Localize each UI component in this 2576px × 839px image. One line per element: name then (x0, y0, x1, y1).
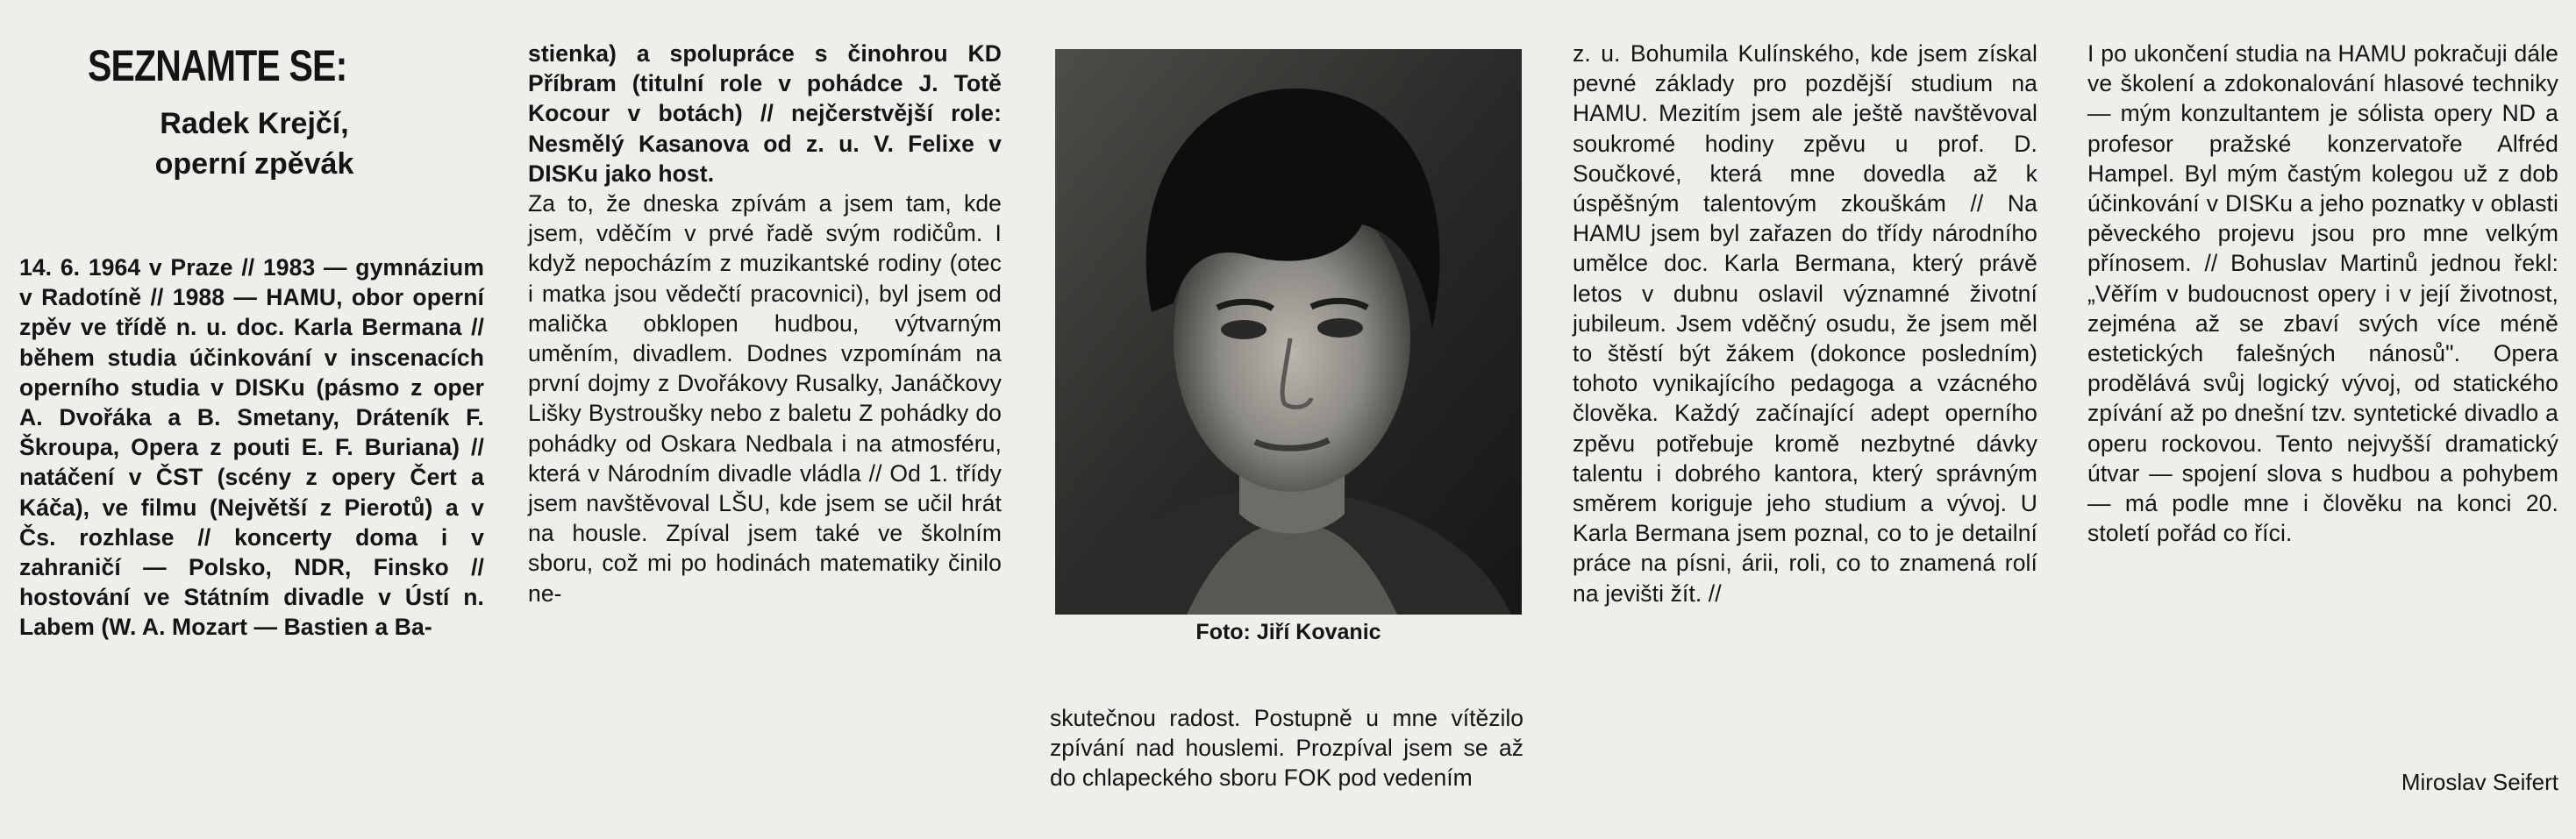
column-1-biography (19, 252, 484, 643)
portrait-photo (1055, 49, 1522, 615)
subtitle (70, 103, 439, 184)
interview-text-1: Za to, že dneska zpívám a jsem tam, kde jsem, vděčím v prvé řadě svým rodičům. I když nepocházím z muzikantské rodiny (otec i matka jsou vědečtí pracovnici), byl jsem od malička obklopen hudbou, výtvarným uměním, divadlem. Dodnes vzpomínám na první dojmy z Dvořákovy Rusalky, Janáčkovy Lišky Bystroušky nebo z baletu Z pohádky do pohádky od Oskara Nedbala i na atmosféru, která v Národním divadle vládla // Od 1. třídy jsem navštěvoval LŠU, kde jsem se učil hrát na housle. Zpíval jsem také ve školním sboru, což mi po hodinách matematiky činilo ne- (528, 190, 1002, 607)
biography-text: 14. 6. 1964 v Praze // 1983 — gymnázium v Radotíně // 1988 — HAMU, obor operní zpěv ve třídě n. u. doc. Karla Bermana // během studia účinkování v inscenacích operního studia v DISKu (pásmo z oper A. Dvořáka a B. Smetany, Dráteník F. Škroupa, Opera z pouti E. F. Buriana) // natáčení v ČST (scény z opery Čert a Káča), ve filmu (Největší z Pierotů) a v Čs. rozhlase // koncerty doma i v zahraničí — Polsko, NDR, Finsko // hostování ve Státním divadle v Ústí n. Labem (W. A. Mozart — Bastien a Ba- (19, 254, 484, 641)
author-byline: Miroslav Seifert (2401, 769, 2558, 795)
interview-text-4: I po ukončení studia na HAMU pokračuji dále ve školení a zdokonalování hlasové techniky — mým konzultantem je sólista opery ND a profesor pražské konzervatoře Alfréd Hampel. Byl mým častým kolegou už z dob účinkování v DISKu a jeho poznatky v oblasti pěveckého projevu jsou pro mne velkým přínosem. // Bohuslav Martinů jednou řekl: „Věřím v budoucnost opery i v její životnost, zejména až se zbaví svých více méně estetických falešných nánosů". Opera prodělává svůj logický vývoj, od statického zpívání až po dnešní tzv. syntetické divadlo a operu rockovou. Tento nejvyšší dramatický útvar — spojení slova s hudbou a pohybem — má podle mne i člověku na konci 20. století pořád co říci. (2087, 40, 2558, 547)
column-4 (1573, 39, 2037, 608)
column-3 (1050, 679, 1523, 816)
column-2 (528, 39, 1002, 608)
subtitle-name: Radek Krejčí, (160, 107, 349, 140)
interview-text-2: skutečnou radost. Postupně u mne vítězilo zpívání nad houslemi. Prozpíval jsem se až do chlapeckého sboru FOK pod vedením (1050, 704, 1523, 791)
column-5 (2087, 39, 2558, 548)
interview-text-3: z. u. Bohumila Kulínského, kde jsem získal pevné základy pro pozdější studium na HAMU. Mezitím jsem ale ještě navštěvoval soukromé hodiny zpěvu u prof. D. Součkové, která mne dovedla až k úspěšným talentovým zkouškám // Na HAMU jsem byl zařazen do třídy národního umělce doc. Karla Bermana, který právě letos v dubnu oslavil významné životní jubileum. Jsem vděčný osudu, že jsem měl to štěstí být žákem (dokonce posledním) tohoto vynikajícího pedagoga a vzácného člověka. Každý začínající adept operního zpěvu potřebuje kromě nezbytné dávky talentu i dobrého kantora, který správným směrem koriguje jeho studium a vývoj. U Karla Bermana jsem poznal, co to je detailní práce na písni, árii, roli, co to znamená rolí na jevišti žít. // (1573, 40, 2037, 607)
portrait-image (1055, 49, 1522, 615)
photo-caption: Foto: Jiří Kovanic (1195, 620, 1381, 644)
headline: SEZNAMTE SE: (88, 41, 347, 90)
subtitle-profession: operní zpěvák (154, 147, 354, 181)
biography-text-continued: stienka) a spolupráce s činohrou KD Příbram (titulní role v pohádce J. Totě Kocour v botách) // nejčerstvější role: Nesmělý Kasanova od z. u. V. Felixe v DISKu jako host. (528, 40, 1002, 187)
